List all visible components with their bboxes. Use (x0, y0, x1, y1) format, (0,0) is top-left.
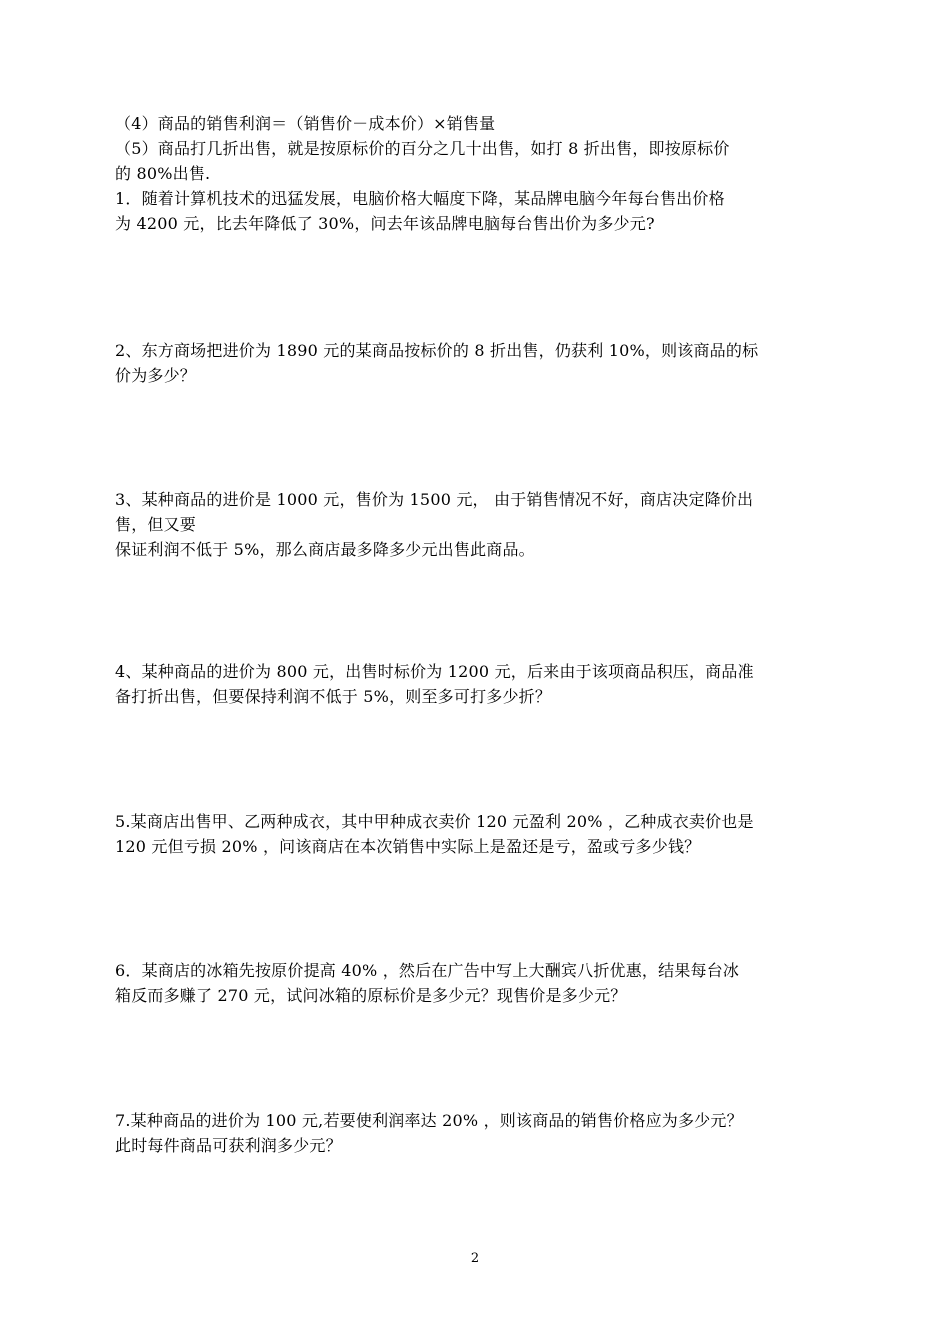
problem-6-line-2: 箱反而多赚了 270 元，试问冰箱的原标价是多少元？现售价是多少元？ (115, 986, 627, 1005)
rule-5-text-line-1: （5）商品打几折出售，就是按原标价的百分之几十出售，如打 8 折出售，即按原标价 (115, 139, 730, 158)
problem-3-line-2: 售，但又要 (115, 515, 197, 534)
problem-7-line-1: 7.某种商品的进价为 100 元,若要使利润率达 20% ，则该商品的销售价格应为多少元？ (115, 1111, 743, 1130)
rule-5-text-line-2: 的 80%出售. (115, 164, 211, 183)
rule-4-text: （4）商品的销售利润＝（销售价－成本价）×销售量 (115, 114, 496, 133)
problem-3-line-1: 3、某种商品的进价是 1000 元，售价为 1500 元， 由于销售情况不好，商店决定降价出 (115, 490, 754, 509)
problem-1-line-1: 1．随着计算机技术的迅猛发展，电脑价格大幅度下降，某品牌电脑今年每台售出价格 (115, 189, 725, 208)
problem-7-line-2: 此时每件商品可获利润多少元？ (115, 1136, 342, 1155)
page-number: 2 (470, 1251, 480, 1266)
problem-2-line-2: 价为多少？ (115, 366, 197, 385)
problem-4-line-1: 4、某种商品的进价为 800 元，出售时标价为 1200 元，后来由于该项商品积压，商品准 (115, 662, 754, 681)
problem-4-line-2: 备打折出售，但要保持利润不低于 5%，则至多可打多少折？ (115, 687, 552, 706)
problem-2-line-1: 2、东方商场把进价为 1890 元的某商品按标价的 8 折出售，仍获利 10%，则该商品的标 (115, 341, 759, 360)
problem-5-line-2: 120 元但亏损 20% ，问该商店在本次销售中实际上是盈还是亏，盈或亏多少钱？ (115, 837, 701, 856)
problem-3-line-3: 保证利润不低于 5%，那么商店最多降多少元出售此商品。 (115, 540, 535, 559)
problem-1-line-2: 为 4200 元，比去年降低了 30%，问去年该品牌电脑每台售出价为多少元? (115, 214, 655, 233)
problem-6-line-1: 6．某商店的冰箱先按原价提高 40% ，然后在广告中写上大酬宾八折优惠，结果每台冰 (115, 961, 740, 980)
problem-5-line-1: 5.某商店出售甲、乙两种成衣，其中甲种成衣卖价 120 元盈利 20% ，乙种成衣卖价也是 (115, 812, 754, 831)
